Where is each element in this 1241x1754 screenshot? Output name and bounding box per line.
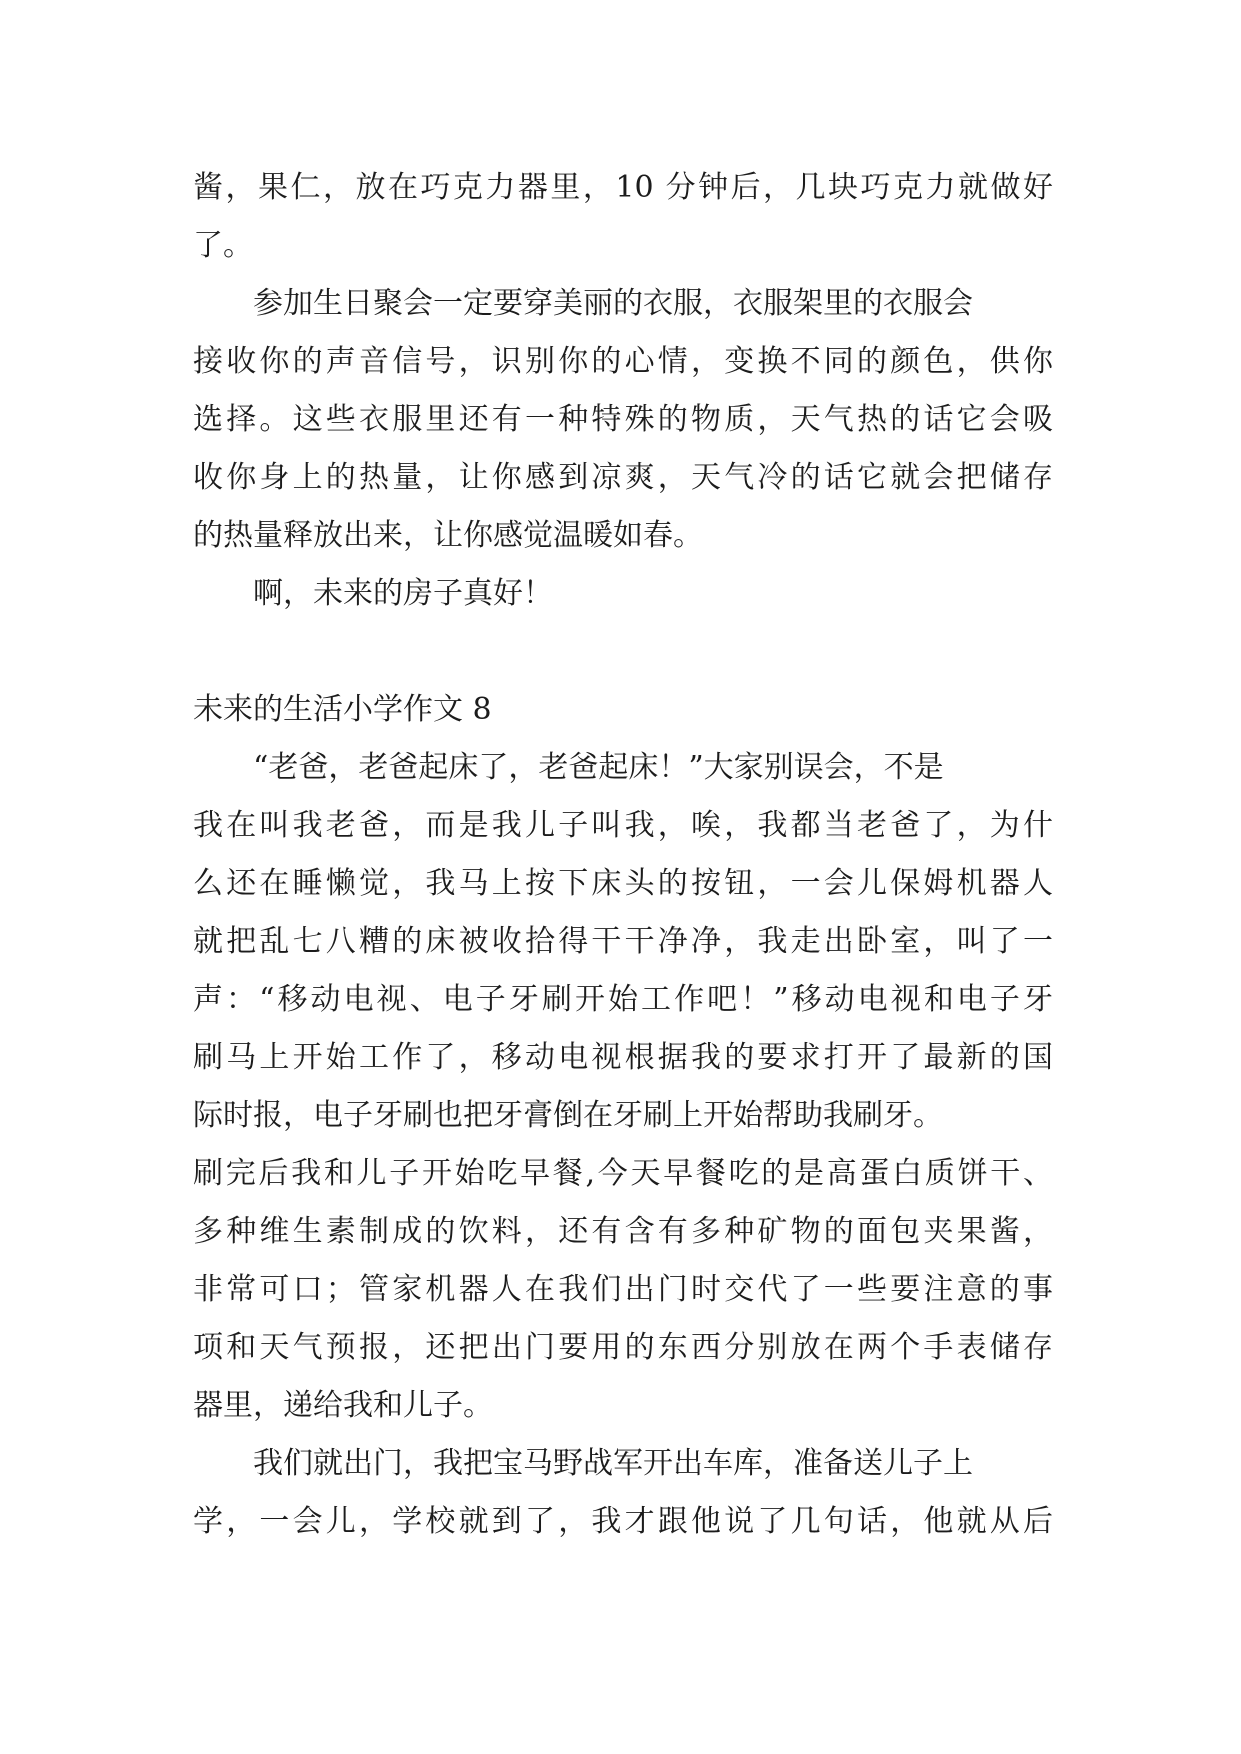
paragraph-line: 器里，递给我和儿子。 <box>193 1388 493 1423</box>
paragraph-line: 啊，未来的房子真好！ <box>253 576 553 611</box>
paragraph-line: 的热量释放出来，让你感觉温暖如春。 <box>193 518 703 553</box>
paragraph-line: 么还在睡懒觉，我马上按下床头的按钮，一会儿保姆机器人 <box>193 866 1053 901</box>
paragraph-line: 我在叫我老爸，而是我儿子叫我，唉，我都当老爸了，为什 <box>193 808 1053 843</box>
paragraph-line: 多种维生素制成的饮料，还有含有多种矿物的面包夹果酱， <box>193 1214 1053 1249</box>
paragraph-line: 际时报，电子牙刷也把牙膏倒在牙刷上开始帮助我刷牙。 <box>193 1098 943 1133</box>
paragraph-line: 就把乱七八糟的床被收拾得干干净净，我走出卧室，叫了一 <box>193 924 1053 959</box>
paragraph-line: 非常可口；管家机器人在我们出门时交代了一些要注意的事 <box>193 1272 1053 1307</box>
paragraph-line: 学，一会儿，学校就到了，我才跟他说了几句话，他就从后 <box>193 1504 1053 1539</box>
paragraph-line: “老爸，老爸起床了，老爸起床！”大家别误会，不是 <box>253 750 944 785</box>
paragraph-line: 接收你的声音信号，识别你的心情，变换不同的颜色，供你 <box>193 344 1053 379</box>
paragraph-line: 收你身上的热量，让你感到凉爽，天气冷的话它就会把储存 <box>193 460 1053 495</box>
paragraph-line: 选择。这些衣服里还有一种特殊的物质，天气热的话它会吸 <box>193 402 1053 437</box>
paragraph-line: 了。 <box>193 228 253 263</box>
paragraph-line: 我们就出门，我把宝马野战军开出车库，准备送儿子上 <box>253 1446 973 1481</box>
paragraph-line: 刷完后我和儿子开始吃早餐,今天早餐吃的是高蛋白质饼干、 <box>193 1156 1053 1191</box>
paragraph-line: 参加生日聚会一定要穿美丽的衣服，衣服架里的衣服会 <box>253 286 973 321</box>
section-title: 未来的生活小学作文 8 <box>193 692 492 727</box>
paragraph-line: 项和天气预报，还把出门要用的东西分别放在两个手表储存 <box>193 1330 1053 1365</box>
paragraph-line: 声：“移动电视、电子牙刷开始工作吧！”移动电视和电子牙 <box>193 982 1053 1017</box>
paragraph-line: 刷马上开始工作了，移动电视根据我的要求打开了最新的国 <box>193 1040 1053 1075</box>
paragraph-line: 酱，果仁，放在巧克力器里，10 分钟后，几块巧克力就做好 <box>193 170 1053 205</box>
